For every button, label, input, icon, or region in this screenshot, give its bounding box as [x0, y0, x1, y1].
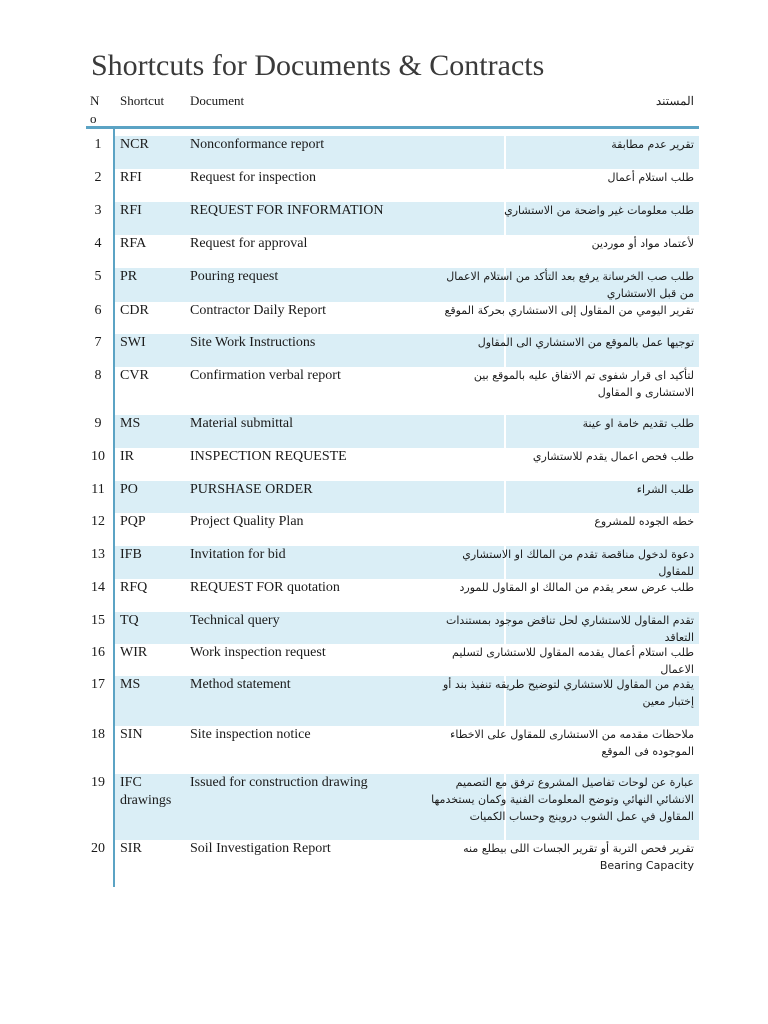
table-row	[86, 774, 699, 840]
row-arabic: عبارة عن لوحات تفاصيل المشروع ترفق مع التصميم الانشائي النهائي وتوضح المعلومات الفنية وكمان يستخدمها المقاول في عمل الشوب دروينج وحساب الكميات	[431, 776, 694, 823]
row-arabic: تقرير فحص التربة أو تقرير الجسات اللى بيطلع منه Bearing Capacity	[463, 842, 694, 872]
row-document: Soil Investigation Report	[190, 841, 331, 856]
row-arabic: طلب تقديم خامة او عينة	[582, 417, 694, 430]
table-row	[86, 302, 699, 334]
row-number: 2	[94, 170, 102, 185]
row-document: PURSHASE ORDER	[190, 482, 313, 497]
table-row	[86, 726, 699, 774]
row-document: Material submittal	[190, 416, 294, 431]
row-arabic: طلب الشراء	[636, 483, 694, 496]
row-shortcut: TQ	[120, 613, 139, 628]
row-number: 16	[91, 645, 105, 660]
row-document: Method statement	[190, 677, 291, 692]
row-arabic: تقدم المقاول للاستشاري لحل تناقض موجود بمستندات التعاقد	[446, 614, 694, 644]
row-document: Project Quality Plan	[190, 514, 304, 529]
header-shortcut: Shortcut	[120, 93, 165, 108]
row-shortcut: MS	[120, 416, 141, 431]
row-arabic: خطه الجوده للمشروع	[594, 515, 694, 528]
row-document: Site inspection notice	[190, 727, 311, 742]
table-row	[86, 612, 699, 644]
row-shortcut: WIR	[120, 645, 148, 660]
page-title: Shortcuts for Documents & Contracts	[91, 49, 545, 82]
row-shortcut: NCR	[120, 137, 149, 152]
row-number: 15	[91, 613, 105, 628]
row-number: 13	[91, 547, 105, 562]
header-document: Document	[190, 93, 245, 108]
row-arabic: طلب صب الخرسانة يرفع بعد التأكد من استلام الاعمال من قبل الاستشاري	[446, 270, 694, 300]
row-shortcut: CDR	[120, 303, 149, 318]
table-row	[86, 136, 699, 169]
row-number: 6	[94, 303, 102, 318]
row-shortcut: SIR	[120, 841, 142, 856]
row-shortcut: IFB	[120, 547, 142, 562]
row-arabic: طلب فحص اعمال يقدم للاستشاري	[532, 450, 694, 463]
row-shortcut: RFQ	[120, 580, 148, 595]
row-number: 1	[94, 137, 102, 152]
table-row	[86, 513, 699, 546]
row-document: Site Work Instructions	[190, 335, 316, 350]
row-document: Contractor Daily Report	[190, 303, 327, 318]
row-document: INSPECTION REQUESTE	[190, 449, 347, 464]
row-document: Nonconformance report	[190, 137, 325, 152]
row-document: Request for inspection	[190, 170, 316, 185]
row-arabic: لتأكيد اى قرار شفوى تم الاتفاق عليه بالموقع بين الاستشارى و المقاول	[473, 369, 694, 399]
row-arabic: طلب عرض سعر يقدم من المالك او المقاول للمورد	[459, 581, 694, 594]
row-shortcut: SWI	[120, 335, 146, 350]
row-number: 7	[94, 335, 102, 350]
row-number: 8	[94, 368, 102, 383]
row-arabic: تقرير اليومي من المقاول إلى الاستشاري بحركة الموقع	[444, 304, 694, 317]
table-row	[86, 415, 699, 448]
row-document: Confirmation verbal report	[190, 368, 341, 383]
table-row	[86, 840, 699, 882]
header-arabic: المستند	[655, 94, 694, 108]
table-row	[86, 169, 699, 202]
row-number: 12	[91, 514, 105, 529]
table-row	[86, 202, 699, 235]
row-number: 3	[94, 203, 102, 218]
table-row	[86, 546, 699, 579]
row-arabic: لأعتماد مواد أو موردين	[591, 237, 694, 250]
table-row	[86, 579, 699, 612]
table-row	[86, 448, 699, 481]
row-document: REQUEST FOR INFORMATION	[190, 203, 384, 218]
row-arabic: ملاحظات مقدمه من الاستشارى للمقاول على الاخطاء الموجوده فى الموقع	[450, 728, 694, 758]
row-document: Pouring request	[190, 269, 279, 284]
row-number: 10	[91, 449, 105, 464]
row-shortcut: RFI	[120, 203, 142, 218]
row-shortcut: SIN	[120, 727, 143, 742]
row-number: 17	[91, 677, 105, 692]
table-row	[86, 367, 699, 415]
table-row	[86, 334, 699, 367]
row-arabic: طلب استلام أعمال يقدمه المقاول للاستشارى لتسليم الاعمال	[452, 646, 694, 676]
row-shortcut: MS	[120, 677, 141, 692]
row-document: Work inspection request	[190, 645, 326, 660]
row-number: 20	[91, 841, 105, 856]
row-arabic: دعوة لدخول مناقصة تقدم من المالك او الاستشاري للمقاول	[462, 548, 694, 578]
row-shortcut: IR	[120, 449, 134, 464]
row-arabic: يقدم من المقاول للاستشاري لتوضيح طريقه تنفيذ بند أو إختبار معين	[443, 678, 694, 708]
row-arabic: طلب معلومات غير واضحة من الاستشاري	[504, 204, 694, 217]
row-number: 9	[94, 416, 102, 431]
row-shortcut: PR	[120, 269, 138, 284]
row-document: Issued for construction drawing	[190, 775, 368, 790]
table-row	[86, 268, 699, 302]
header-no: No	[90, 93, 100, 126]
row-number: 5	[94, 269, 102, 284]
row-arabic: طلب استلام أعمال	[607, 171, 694, 184]
row-shortcut: PO	[120, 482, 138, 497]
row-shortcut: CVR	[120, 368, 149, 383]
row-shortcut: IFC drawings	[120, 775, 172, 808]
table-row	[86, 644, 699, 676]
row-document: Technical query	[190, 613, 280, 628]
row-shortcut: RFA	[120, 236, 147, 251]
row-number: 4	[94, 236, 102, 251]
row-number: 14	[91, 580, 105, 595]
table-row	[86, 235, 699, 268]
row-shortcut: PQP	[120, 514, 146, 529]
row-document: REQUEST FOR quotation	[190, 580, 340, 595]
row-arabic: تقرير عدم مطابقة	[611, 138, 694, 151]
row-document: Request for approval	[190, 236, 308, 251]
table-row	[86, 676, 699, 726]
row-document: Invitation for bid	[190, 547, 286, 562]
row-number: 11	[91, 482, 105, 497]
row-arabic: توجيها عمل بالموقع من الاستشاري الى المقاول	[477, 336, 694, 349]
table-row	[86, 481, 699, 513]
row-number: 19	[91, 775, 105, 790]
header-rule	[86, 126, 699, 129]
row-shortcut: RFI	[120, 170, 142, 185]
row-number: 18	[91, 727, 105, 742]
